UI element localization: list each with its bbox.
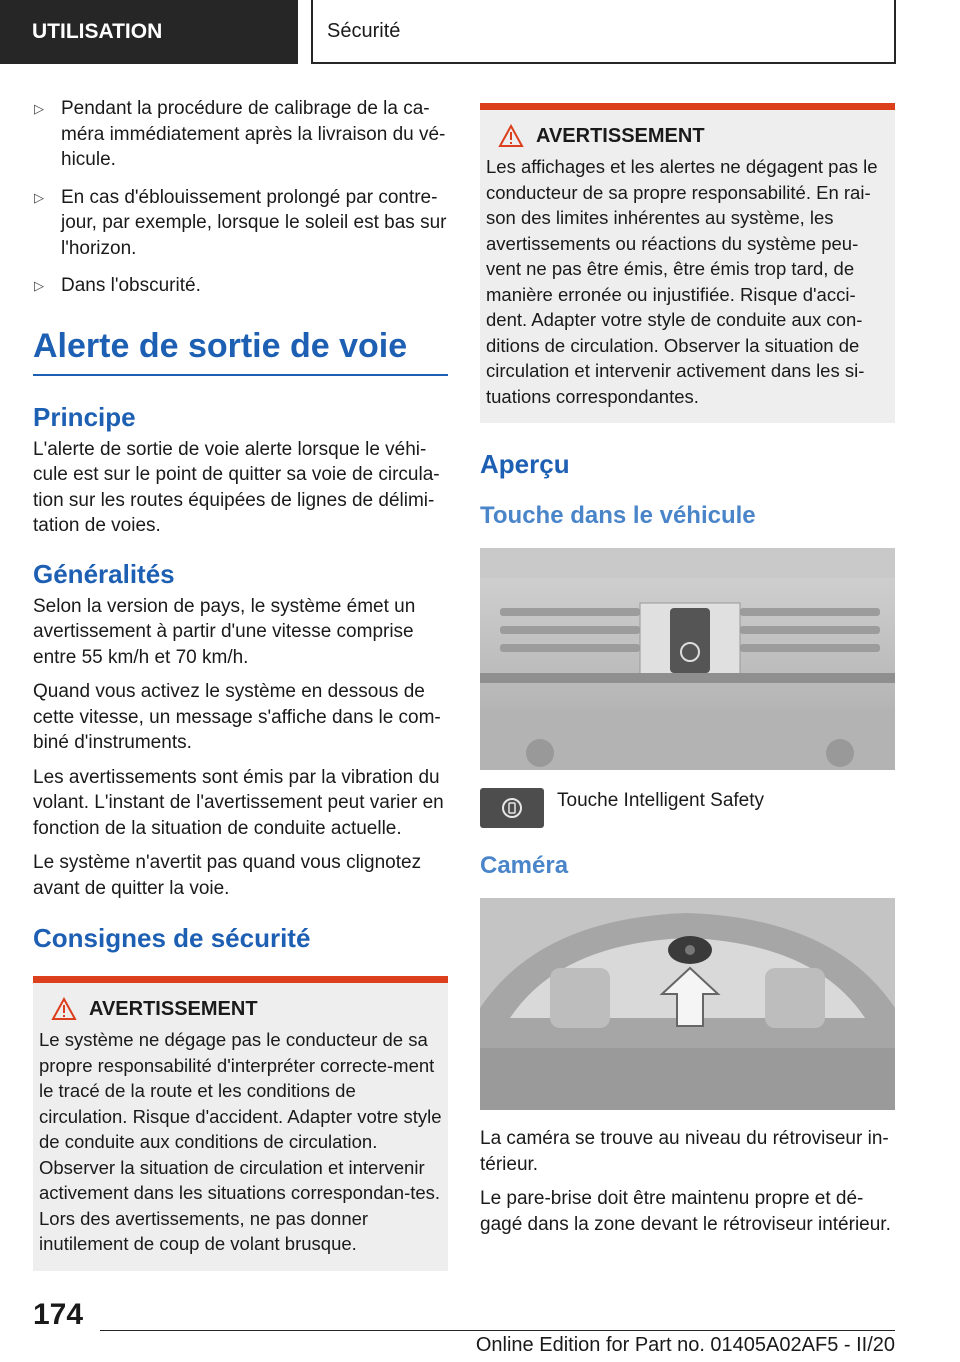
camera-paragraph: La caméra se trouve au niveau du rétroviseur in-térieur.: [480, 1128, 889, 1175]
page-title: Alerte de sortie de voie: [33, 327, 448, 376]
triangle-bullet-icon: ▷: [34, 278, 44, 293]
camera-photo: [480, 898, 895, 1110]
principe-heading: Principe: [33, 401, 136, 432]
list-item: ▷ Pendant la procédure de calibrage de la ca-méra immédiatement après la livraison du vé-hicule.: [34, 98, 446, 170]
principe-text: L'alerte de sortie de voie alerte lorsque le véhi-cule est sur le point de quitter sa voie de circula-tion sur les routes équipées de lignes de délimi-tation de voies.: [33, 438, 440, 536]
warning-triangle-icon: [51, 997, 77, 1021]
warning-text: Les affichages et les alertes ne dégagent pas le conducteur de sa propre responsabilité. En rai-son des limites inhérentes au système, les avertissements ou réactions du système peu-vent ne pas être émis, être émis trop tard, de manière erronée ou injustifiée. Risque d'acci-dent. Adapter votre style de conduite aux con-ditions de circulation. Observer la situation de circulation et intervenir activement dans les si-tuations correspondantes.: [486, 156, 878, 407]
list-item: ▷ Dans l'obscurité.: [33, 273, 448, 299]
warning-text: Le système ne dégage pas le conducteur de sa propre responsabilité d'interpréter correcte-ment le tracé de la route et les conditions de circulation. Risque d'accident. Adapter votre style de conduite aux conditions de circulation. Observer la situation de circulation et intervenir activement dans les situations correspondan-tes. Lors des avertissements, ne pas donner inutilement de coup de volant brusque.: [39, 1029, 442, 1254]
generalites-paragraph: Les avertissements sont émis par la vibration du volant. L'instant de l'avertissement peut varier en fonction de la situation de conduite actuelle.: [33, 766, 444, 839]
warning-triangle-icon: [498, 124, 524, 148]
apercu-heading: Aperçu: [480, 449, 570, 479]
page-number: 174: [33, 1298, 84, 1331]
bullet-list: [33, 96, 448, 299]
consignes-heading: Consignes de sécurité: [33, 923, 311, 953]
generalites-heading: Généralités: [33, 558, 175, 589]
warning-box: [480, 103, 895, 423]
touche-heading: Touche dans le véhicule: [480, 502, 756, 529]
footer-divider: [100, 1330, 895, 1331]
warning-title-row: [486, 124, 889, 148]
triangle-bullet-icon: ▷: [34, 189, 44, 205]
vehicle-button-photo: [480, 548, 895, 770]
left-column: [33, 96, 448, 1271]
generalites-paragraph: Le système n'avertit pas quand vous clignotez avant de quitter la voie.: [33, 852, 422, 899]
warning-title: AVERTISSEMENT: [536, 124, 705, 147]
warning-title-row: [39, 997, 442, 1021]
camera-paragraph: Le pare-brise doit être maintenu propre et dé-gagé dans la zone devant le rétroviseur intérieur.: [480, 1188, 891, 1235]
header-section-label: UTILISATION: [32, 20, 163, 43]
intelligent-safety-button-icon: [480, 788, 544, 828]
right-column: [480, 103, 895, 1246]
legend-label: Touche Intelligent Safety: [557, 790, 765, 811]
header-topic-label: Sécurité: [327, 19, 401, 42]
generalites-paragraph: Quand vous activez le système en dessous de cette vitesse, un message s'affiche dans le com-biné d'instruments.: [33, 681, 441, 753]
generalites-paragraph: Selon la version de pays, le système émet un avertissement à partir d'une vitesse comprise entre 55 km/h et 70 km/h.: [33, 595, 416, 668]
footer-edition: Online Edition for Part no. 01405A02AF5 - II/20: [475, 1334, 895, 1356]
warning-title: AVERTISSEMENT: [89, 997, 258, 1020]
header-section-tab: [0, 0, 298, 64]
camera-heading: Caméra: [480, 852, 569, 879]
header-topic-box: [311, 0, 896, 64]
legend-row: [480, 788, 895, 828]
list-item: ▷ En cas d'éblouissement prolongé par contre-jour, par exemple, lorsque le soleil est bas sur l'horizon.: [34, 186, 447, 259]
warning-box: [33, 976, 448, 1271]
triangle-bullet-icon: ▷: [34, 101, 44, 116]
